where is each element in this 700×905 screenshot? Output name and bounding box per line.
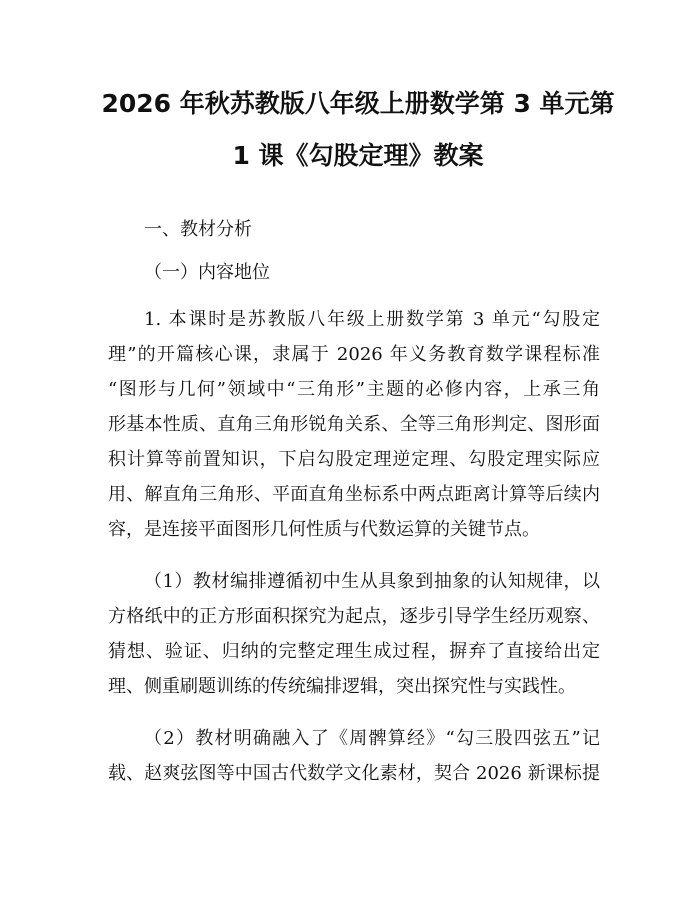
paragraph-line: 理、侧重刷题训练的传统编排逻辑，突出探究性与实践性。: [108, 676, 576, 697]
subsection-heading: （一）内容地位: [144, 262, 270, 283]
title-line-1: 2026 年秋苏教版八年级上册数学第 3 单元第: [101, 89, 615, 118]
paragraph-line: 用、解直角三角形、平面直角坐标系中两点距离计算等后续内: [108, 484, 600, 505]
paragraph-line: “图形与几何”领域中“三角形”主题的必修内容，上承三角: [108, 379, 600, 400]
paragraph-line: 理”的开篇核心课，隶属于 2026 年义务教育数学课程标准: [108, 344, 600, 365]
paragraph-line: 形基本性质、直角三角形锐角关系、全等三角形判定、图形面: [108, 414, 600, 435]
paragraph-line: 积计算等前置知识，下启勾股定理逆定理、勾股定理实际应: [108, 449, 600, 470]
title-line-2: 1 课《勾股定理》教案: [232, 141, 484, 170]
paragraph-line: 容，是连接平面图形几何性质与代数运算的关键节点。: [108, 519, 540, 540]
paragraph-line: 猜想、验证、归纳的完整定理生成过程，摒弃了直接给出定: [108, 641, 600, 662]
document-body: [108, 212, 600, 791]
paragraph-2: [108, 564, 600, 704]
paragraph-1: [108, 302, 600, 547]
document-title: [96, 78, 620, 182]
paragraph-line: 方格纸中的正方形面积探究为起点，逐步引导学生经历观察、: [108, 606, 600, 627]
paragraph-3: [108, 721, 600, 791]
paragraph-line: 载、赵爽弦图等中国古代数学文化素材，契合 2026 新课标提: [108, 763, 600, 784]
paragraph-line: （2）教材明确融入了《周髀算经》“勾三股四弦五”记: [144, 728, 600, 749]
paragraph-line: 1. 本课时是苏教版八年级上册数学第 3 单元“勾股定: [144, 309, 600, 330]
section-heading: 一、教材分析: [144, 219, 252, 240]
paragraph-line: （1）教材编排遵循初中生从具象到抽象的认知规律，以: [144, 571, 600, 592]
